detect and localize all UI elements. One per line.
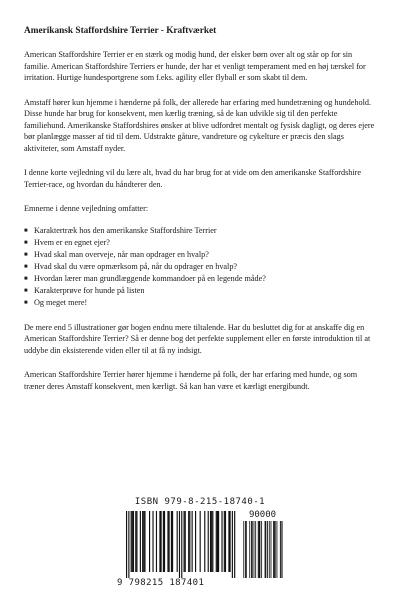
blurb [24, 26, 378, 405]
addon-number: 90000 [248, 510, 277, 520]
isbn-label: ISBN 979-8-215-18740-1 [134, 497, 266, 507]
list-item: ■ Karakterprøve for hunde på listen [24, 285, 145, 295]
barcode-bar [225, 511, 226, 572]
barcode-bar [192, 511, 193, 572]
barcode-bar [126, 511, 127, 578]
barcode-bar [277, 521, 278, 578]
bullet-icon: ■ [24, 251, 28, 258]
barcode-bar [135, 511, 136, 572]
barcode-bar [243, 521, 244, 578]
paragraph-illustrations: De mere end 5 illustrationer gør bogen endnu mere tiltalende. Har du besluttet dig for at anskaffe dig en American Staffordshire Terrier? Så er denne bog det perfekte supplement eller en første introduktion til at uddybe din eksisterende viden eller til at få ny indsigt. [24, 322, 371, 355]
barcode-bar [143, 511, 144, 572]
barcode-bar [167, 511, 168, 572]
barcode-bar [267, 521, 268, 578]
barcode-bar [255, 521, 256, 578]
barcode-bar [156, 511, 157, 572]
barcode-bar [169, 511, 170, 572]
barcode-bar [252, 521, 253, 578]
barcode-bar [259, 521, 260, 578]
barcode-bar [204, 511, 205, 572]
barcode-bar [251, 521, 252, 578]
barcode-bar [140, 511, 141, 572]
barcode-bar [188, 511, 189, 572]
bullet-icon: ■ [24, 227, 28, 234]
barcode-bar [200, 511, 201, 572]
barcode-bar [282, 521, 283, 578]
barcode-bar [189, 511, 190, 572]
barcode-bar [224, 511, 225, 572]
barcode-bar [260, 521, 261, 578]
barcode-bar [265, 521, 266, 578]
barcode-bar [275, 521, 276, 578]
paragraph-owners: Amstaff hører kun hjemme i hænderne på folk, der allerede har erfaring med hundetræning og hundehold. Disse hunde har brug for konsekvent, men kærlig træning, så de kan udvikle sig til den perfekte familiehund. Amerikanske Staffordshires ønsker at blive udfordret mentalt og fysisk dagligt, og deres ejere bør planlægge masser af tid til dem. Udstrakte gåture, vandreture og cykelture er præcis den slags aktiviteter, som Amstaff nyder. [24, 97, 375, 153]
list-item: ■ Hvad skal man overveje, når man opdrager en hvalp? [24, 249, 209, 259]
barcode-bar [211, 511, 212, 572]
barcode-bar [181, 511, 182, 578]
barcode-bar [161, 511, 162, 572]
barcode-bar [221, 511, 222, 572]
barcode-bar [159, 511, 160, 572]
barcode-bar [281, 521, 282, 578]
barcode-bar [271, 521, 272, 578]
barcode-bar [184, 511, 185, 572]
barcode-bar [265, 521, 266, 578]
barcode-bar [261, 521, 262, 578]
barcode-bar [258, 521, 259, 578]
barcode-bar [131, 511, 132, 572]
barcode-bar [144, 511, 145, 572]
barcode-bar [152, 511, 153, 572]
barcode-bar [230, 511, 231, 572]
bullet-icon: ■ [24, 275, 28, 282]
barcode-bar [179, 511, 180, 578]
barcode-bar [217, 511, 218, 572]
paragraph-closing: American Staffordshire Terrier hører hjemme i hænderne på folk, der har erfaring med hunde, og som træner deres Amstaff konsekvent, men kærligt. Så kan han være et kærligt energibundt. [24, 370, 358, 391]
barcode-bar [128, 511, 129, 578]
barcode-bar [149, 511, 150, 572]
barcode-bar [142, 511, 143, 572]
barcode-bar [210, 511, 211, 572]
addon-barcode-bars [242, 521, 283, 578]
barcode-bar [163, 511, 164, 572]
bullet-icon: ■ [24, 287, 28, 294]
barcode-bar [254, 521, 255, 578]
barcode-bar [171, 511, 172, 572]
barcode-bar [185, 511, 186, 572]
paragraph-guide: I denne korte vejledning vil du lære alt, hvad du har brug for at vide om den amerikanske Staffordshire Terrier-race, og hvordan du håndterer den. [24, 168, 362, 189]
barcode-bar [212, 511, 213, 572]
bullet-icon: ■ [24, 299, 28, 306]
list-item: ■ Hvad skal du være opmærksom på, når du opdrager en hvalp? [24, 261, 238, 271]
barcode-bar [195, 511, 196, 572]
paragraph-intro: American Staffordshire Terrier er en stærk og modig hund, der elsker børn over alt og står op for sin familie. American Staffordshire Terriers er hunde, der har et venligt temperament med en høj tærskel for irritation. Hurtige hundesportgrene som f.eks. agility eller flyball er som skabt til dem. [24, 50, 366, 82]
barcode-bar [245, 521, 246, 578]
barcode-bar [269, 521, 270, 578]
list-item: ■ Hvordan lærer man grundlæggende kommandoer på en legende måde? [24, 273, 266, 283]
bullet-icon: ■ [24, 263, 28, 270]
barcode-bar [133, 511, 134, 572]
barcode-bar [164, 511, 165, 572]
barcode-bar [132, 511, 133, 572]
barcode-bar [280, 521, 281, 578]
barcode-bar [136, 511, 137, 572]
topics-list [24, 225, 378, 309]
barcode-bar [249, 521, 250, 578]
ean-barcode-bars [117, 511, 239, 578]
barcode-bar [218, 511, 219, 572]
barcode-bar [216, 511, 217, 572]
list-item: ■ Og meget mere! [24, 297, 88, 307]
barcode-bar [274, 521, 275, 578]
barcode-bar [273, 521, 274, 578]
book-title: Amerikansk Staffordshire Terrier - Kraftværket [24, 26, 217, 36]
paragraph-topics-heading: Emnerne i denne vejledning omfatter: [24, 204, 149, 213]
barcode-bar [232, 511, 233, 578]
bullet-icon: ■ [24, 239, 28, 246]
ean-number: 9 798215 187401 [117, 578, 205, 588]
barcode-bar [246, 521, 247, 578]
list-item: ■ Hvem er en egnet ejer? [24, 237, 110, 247]
barcode-bar [172, 511, 173, 572]
list-item: ■ Karaktertræk hos den amerikanske Staffordshire Terrier [24, 225, 217, 235]
barcode [117, 497, 283, 589]
barcode-bar [234, 511, 235, 578]
barcode-bar [228, 511, 229, 572]
barcode-bar [177, 511, 178, 572]
barcode-bar [208, 511, 209, 572]
